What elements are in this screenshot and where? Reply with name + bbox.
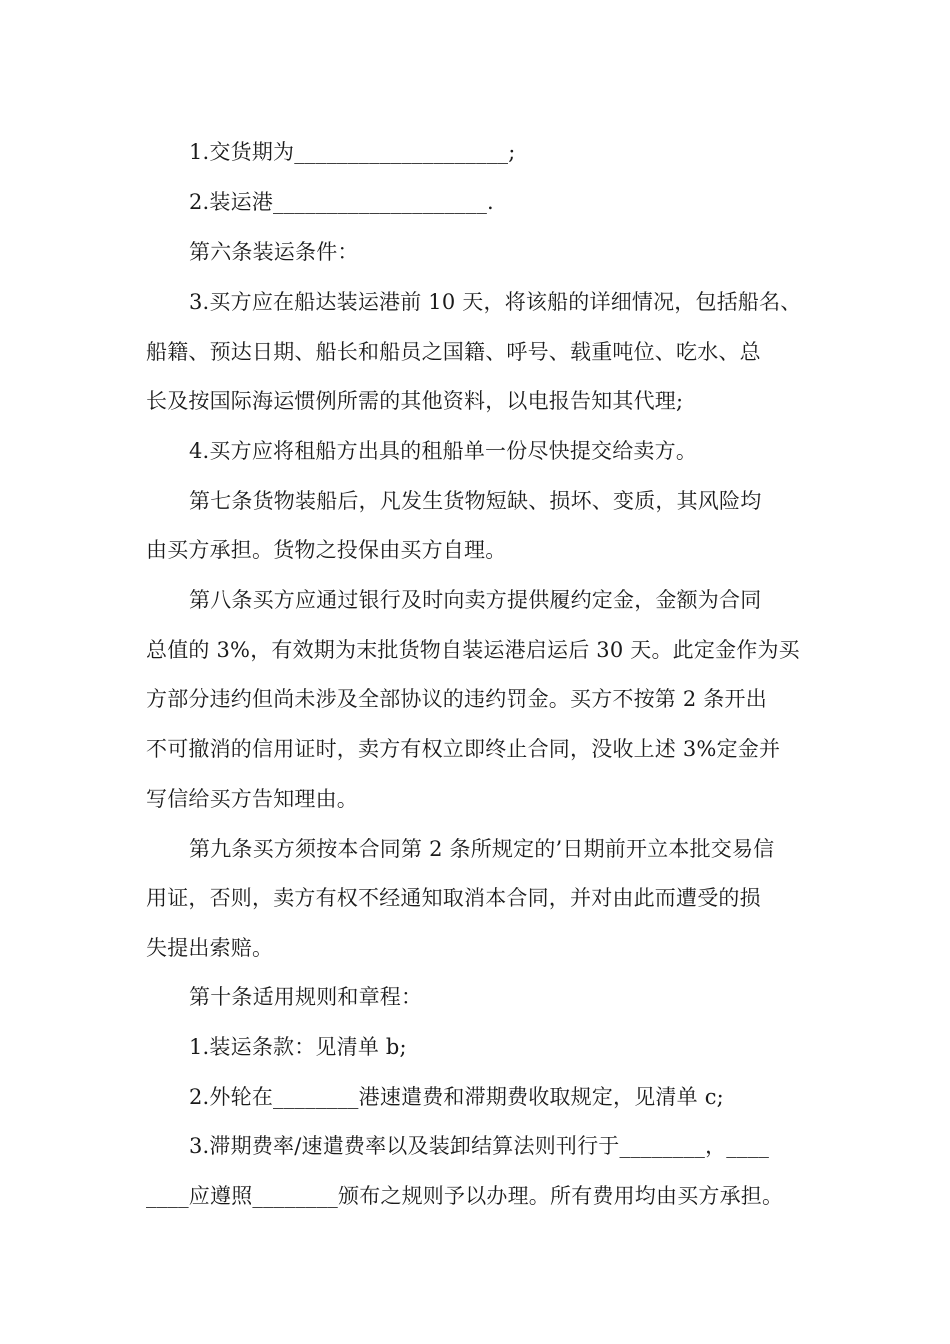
text-line: 总值的 3%，有效期为末批货物自装运港启运后 30 天。此定金作为买	[146, 638, 800, 662]
text-line: 用证，否则，卖方有权不经通知取消本合同，并对由此而遭受的损	[146, 886, 761, 910]
section-heading: 第六条装运条件：	[189, 240, 359, 264]
text-line: 失提出索赔。	[146, 936, 274, 960]
text-line: 写信给买方告知理由。	[146, 787, 358, 811]
text-line: 船籍、预达日期、船长和船员之国籍、呼号、载重吨位、吃水、总	[146, 340, 761, 364]
text-line: 4.买方应将租船方出具的租船单一份尽快提交给卖方。	[189, 439, 698, 463]
text-line: 第七条货物装船后，凡发生货物短缺、损坏、变质，其风险均	[189, 489, 762, 513]
text-line: 第八条买方应通过银行及时向卖方提供履约定金，金额为合同	[189, 588, 762, 612]
text-line: 2.装运港____________________.	[189, 190, 494, 214]
section-heading: 第十条适用规则和章程：	[189, 985, 423, 1009]
text-line: 3.买方应在船达装运港前 10 天，将该船的详细情况，包括船名、	[189, 290, 802, 314]
text-line: 由买方承担。货物之投保由买方自理。	[146, 538, 507, 562]
text-line: 第九条买方须按本合同第 2 条所规定的’日期前开立本批交易信	[189, 837, 775, 861]
text-line: 2.外轮在________港速遣费和滞期费收取规定，见清单 c;	[189, 1085, 724, 1109]
text-line: ____应遵照________颁布之规则予以办理。所有费用均由买方承担。	[146, 1184, 784, 1208]
text-line: 长及按国际海运惯例所需的其他资料，以电报告知其代理;	[146, 389, 684, 413]
text-line: 方部分违约但尚未涉及全部协议的违约罚金。买方不按第 2 条开出	[146, 687, 767, 711]
text-line: 不可撤消的信用证时，卖方有权立即终止合同，没收上述 3%定金并	[146, 737, 781, 761]
text-line: 1.装运条款：见清单 b;	[189, 1035, 407, 1059]
text-line: 3.滞期费率/速遣费率以及装卸结算法则刊行于________，____	[189, 1134, 770, 1158]
text-line: 1.交货期为____________________;	[189, 140, 516, 164]
